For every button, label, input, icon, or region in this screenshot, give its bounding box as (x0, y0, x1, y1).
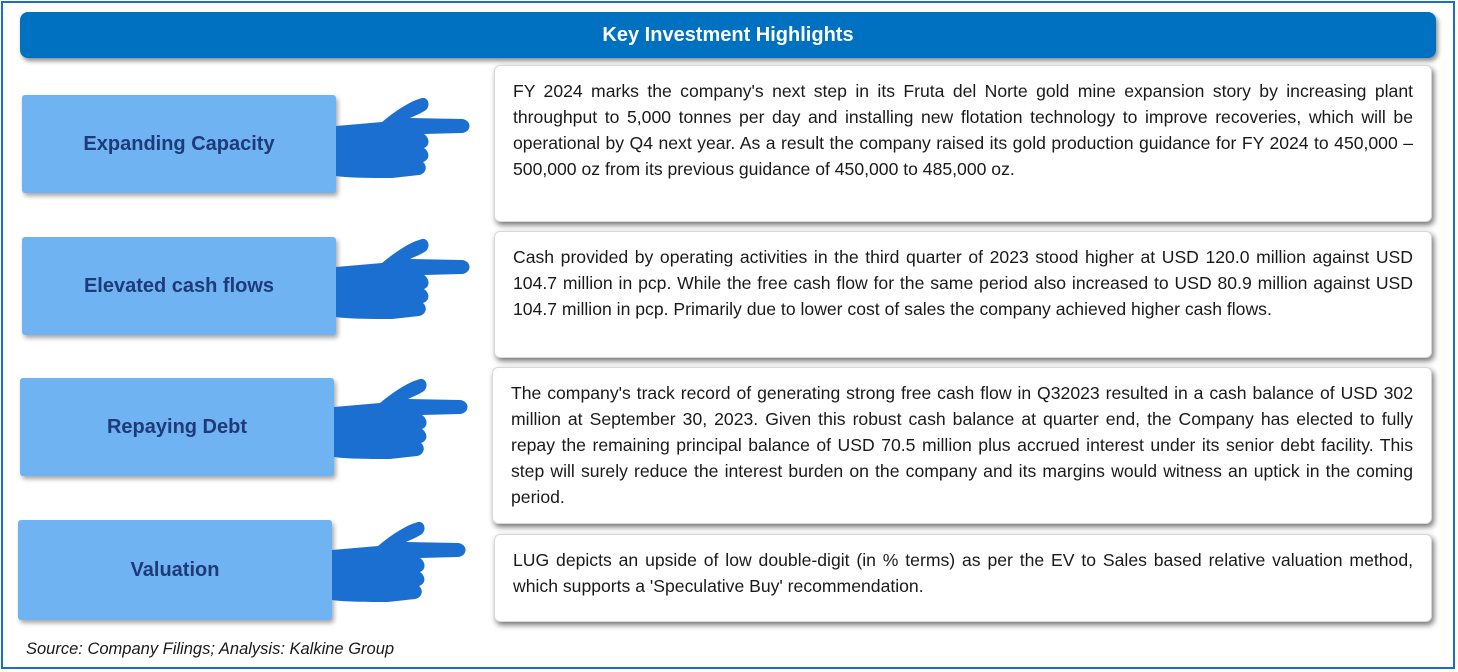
page-title: Key Investment Highlights (20, 12, 1436, 58)
highlight-label-repaying-debt: Repaying Debt (20, 378, 334, 476)
pointing-hand-icon (330, 373, 470, 473)
pointing-hand-icon (332, 92, 472, 192)
highlight-text-elevated-cash-flows: Cash provided by operating activities in the third quarter of 2023 stood higher at USD 120.0 million against USD 104.7 million in pcp. While the free cash flow for the same period also increased to USD 80.9 million against USD 104.7 million in pcp. Primarily due to lower cost of sales the company achieved higher cash flows. (494, 231, 1432, 358)
highlight-label-valuation: Valuation (18, 520, 332, 620)
pointing-hand-icon (332, 233, 472, 333)
highlight-text-valuation: LUG depicts an upside of low double-digit (in % terms) as per the EV to Sales based relative valuation method, which supports a 'Speculative Buy' recommendation. (494, 534, 1432, 622)
highlight-label-elevated-cash-flows: Elevated cash flows (22, 237, 336, 335)
source-note: Source: Company Filings; Analysis: Kalkine Group (26, 640, 395, 658)
highlight-text-expanding-capacity: FY 2024 marks the company's next step in its Fruta del Norte gold mine expansion story by increasing plant throughput to 5,000 tonnes per day and installing new flotation technology to improve recoveries, which will be operational by Q4 next year. As a result the company raised its gold production guidance for FY 2024 to 450,000 – 500,000 oz from its previous guidance of 450,000 to 485,000 oz. (494, 65, 1432, 222)
pointing-hand-icon (328, 516, 468, 616)
highlight-text-repaying-debt: The company's track record of generating strong free cash flow in Q32023 resulted in a cash balance of USD 302 million at September 30, 2023. Given this robust cash balance at quarter end, the Company has elected to fully repay the remaining principal balance of USD 70.5 million plus accrued interest under its senior debt facility. This step will surely reduce the interest burden on the company and its margins would witness an uptick in the coming period. (492, 367, 1432, 524)
highlight-label-expanding-capacity: Expanding Capacity (22, 95, 336, 193)
